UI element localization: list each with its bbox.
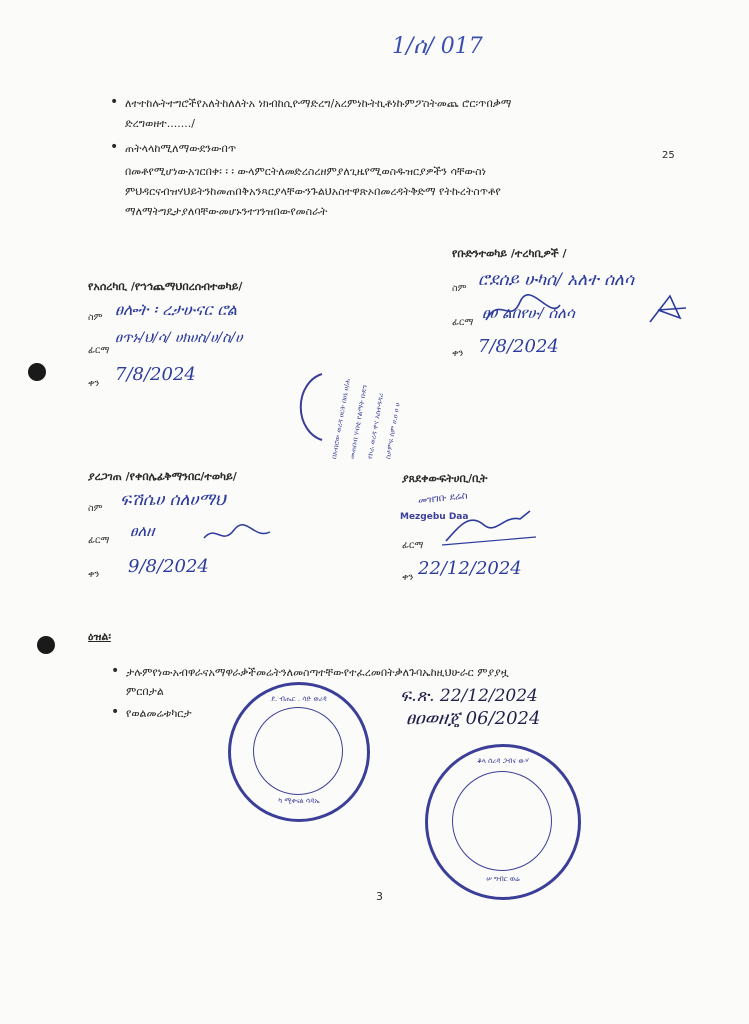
verifier-name-label: ስም [88, 503, 103, 514]
handover-signature: ፀጥኑ/ህ/ሳ/ ሀክሀስ/ሀ/ስ/ሀ [115, 330, 243, 346]
stamp-line-1: በአብሮው ወረዳ ሀርት በሀኔ ሀ/ሐ [330, 378, 352, 460]
receiver-signature: ፀሀ ልበየሁ/ ሰለሳ [482, 304, 575, 322]
handover-name-label: ስም [88, 312, 103, 323]
note-item-1-line-2: ምርበታል [126, 685, 164, 698]
verifier-date-label: ቀን [88, 569, 100, 580]
small-seal-partial [292, 372, 328, 442]
round-seal-right [425, 744, 581, 900]
note-item-1-line-1: • ታሉምየነውአብዋራናአማዋራቃችመሬትንለመስጣተቸውየተፈረመበትቃለጉባኤከዚህሁራር ምያያዟ [126, 666, 509, 679]
receiver-signature-scribble [480, 290, 700, 330]
approver-date: 22/12/2024 [418, 558, 522, 579]
margin-number: 25 [662, 150, 675, 161]
paragraph-1-line-2: ድረግወዘተ......./ [125, 117, 195, 130]
receiver-name-handwriting: ሮደሰይ ሁካሰ/ አለተ ሰለሳ [478, 270, 635, 290]
round-seal-left-top-text: ደ. ብሔር . ሳድ ወረዳ [271, 695, 327, 703]
paragraph-2-line-4: ማለማትግዴታያለባቸውመሆኑንተገንዝበውየመስራት [125, 205, 328, 218]
paragraph-2-line-1: • ጠትላላከሚለማውደንውበጥ [125, 142, 237, 155]
verifier-signature: ፀለዘ [130, 522, 155, 540]
page-number: 3 [376, 890, 383, 903]
stamp-line-3: የኮራ ወረዳ ዋና አስተዳዳሪ [366, 392, 386, 460]
round-seal-left-bottom-text: ካ ሚቀናል ሳዳኤ [278, 797, 320, 805]
handover-title: የአሰረካቢ /የኀኅጨማህበረሰብተወካይ/ [88, 280, 243, 293]
approver-sign-label: ፊርማ [402, 540, 424, 551]
handover-date-label: ቀን [88, 378, 100, 389]
round-seal-right-bottom-text: ሠ ግብር ወሬ [486, 875, 520, 883]
paragraph-1-line-1: • ለተተከሉትተግሮችየአለትከለለትአ ነክብከሲዮማድረግ/አረምነኩትኪቶነኩምፖስትመጨ ሮር፡ጥበቃማ [125, 97, 512, 110]
receivers-title: የቡድንተወካይ /ተረካቢዎች / [452, 247, 567, 260]
handover-name-handwriting: ፀሎት ፡ ረታሁናር ሮል [115, 300, 238, 319]
approver-date-label: ቀን [402, 572, 414, 583]
verifier-date: 9/8/2024 [128, 556, 209, 577]
verifier-title: ያረጋገጠ /የቀበሌፊቅማንበር/ተወካይ/ [88, 470, 237, 483]
receiver-name-label: ስም [452, 283, 467, 294]
round-seal-right-inner [452, 771, 552, 871]
approver-name-stamp: መዝገቡ ደሬስ [417, 490, 469, 507]
receiver-date: 7/8/2024 [478, 336, 559, 357]
round-seal-right-top-text: ቆላ ሰረዳ ጋብና ውሃ [477, 757, 529, 765]
notes-heading: ዕዝል፡ [88, 630, 111, 643]
stamp-line-4: ስታምፍ ስም ሀ.ሀ ሀ ሀ [384, 402, 402, 460]
handover-sign-label: ፊርማ [88, 345, 110, 356]
note-item-2: • የወልመሬቱካርታ [126, 706, 192, 721]
paragraph-2-line-2: በመቶየሚሆነውአገርበቀ፡ ፡ ፡ ውላምርትለመድረስረዘምያለጊዜየሚወስዱዝርያዎችን ሳቸውስነ [125, 165, 486, 178]
paragraph-2-line-3: ምህዳርናብዝሃህይትንከመጠበቅአንጻርያላቸውንጉልህአስተዋጽኦበመረዳትቅድማ የትኩረትስጥቶየ [125, 185, 501, 198]
paragraph-2-body [125, 162, 685, 222]
verifier-name-handwriting: ፍሽሴሀ ሰለሀማህ [120, 490, 226, 510]
paragraph-1 [125, 96, 685, 131]
notes-handwritten-date: ፍ.ጽ. 22/12/2024 [400, 686, 538, 706]
approver-title: ያጸደቀውፍትሀቢ/ቢት [402, 472, 488, 485]
handover-date: 7/8/2024 [115, 364, 196, 385]
stamp-line-2: መጠበብ ሃብቲ የልማት ቡድን [348, 384, 369, 460]
receiver-date-label: ቀን [452, 348, 464, 359]
verifier-sign-label: ፊርማ [88, 535, 110, 546]
receiver-sign-label: ፊርማ [452, 317, 474, 328]
round-seal-left [228, 682, 370, 822]
binder-hole-bottom [37, 636, 55, 654]
approver-name-latin: Mezgebu Daa [400, 512, 469, 522]
verifier-signature-scribble [200, 520, 280, 550]
paragraph-2 [125, 141, 685, 156]
round-seal-left-inner [253, 707, 343, 795]
approver-signature-scribble [440, 505, 540, 550]
notes-handwritten-signature: ፀዐወዘጄ 06/2024 [406, 708, 541, 729]
handwritten-reference: 1/ሰ/ 017 [392, 34, 483, 59]
binder-hole-top [28, 363, 46, 381]
